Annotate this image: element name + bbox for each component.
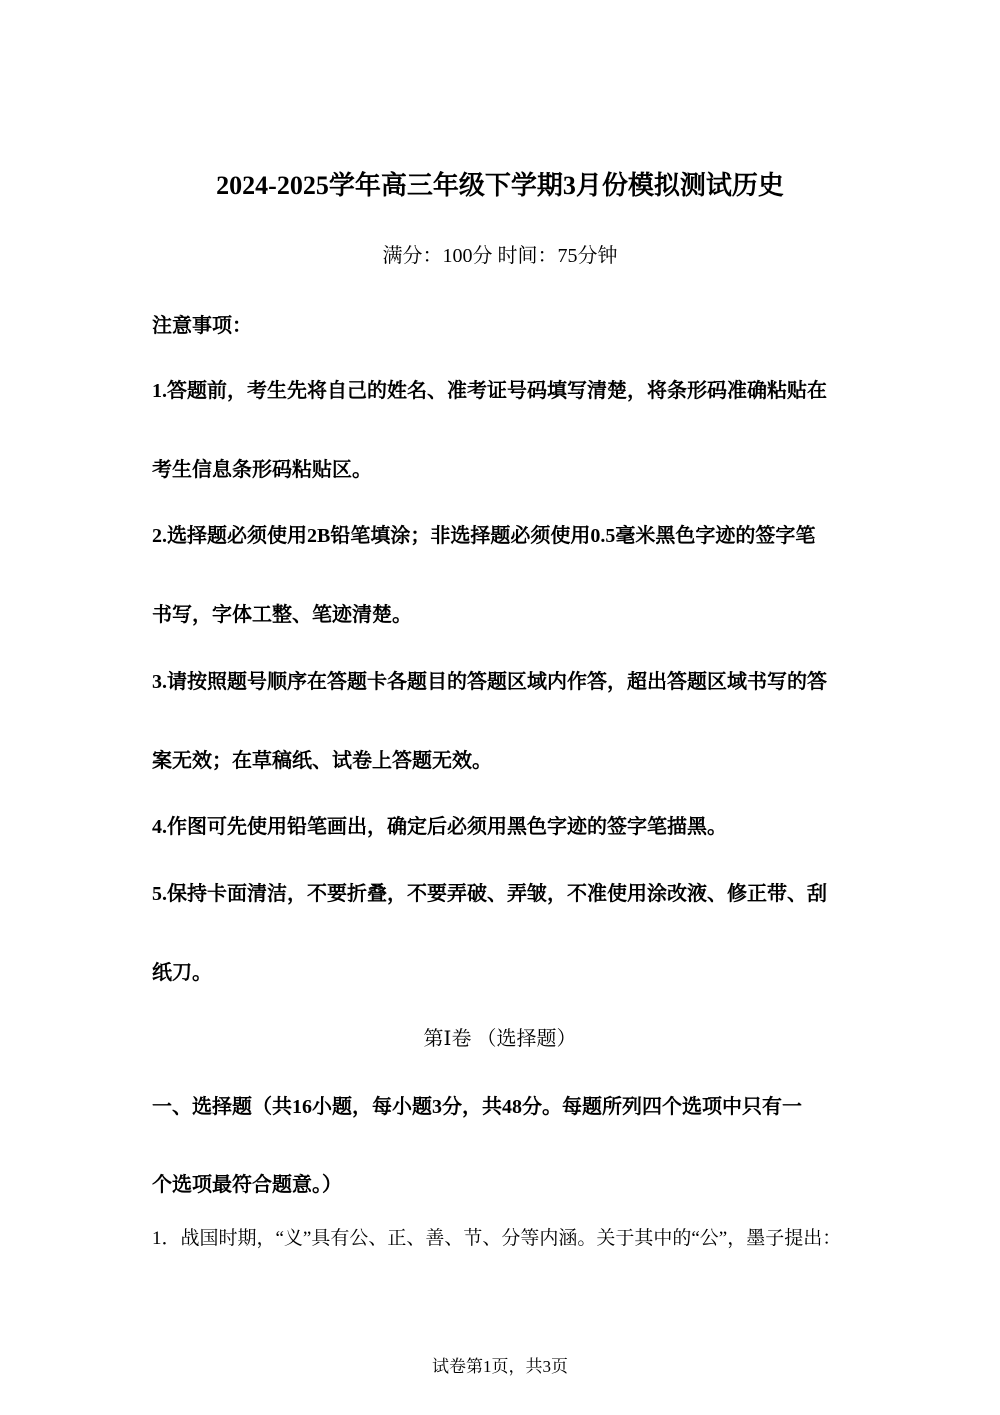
section-1-heading-line-2: 个选项最符合题意。） xyxy=(152,1174,342,1196)
notice-item-3-line-2: 案无效；在草稿纸、试卷上答题无效。 xyxy=(152,750,492,772)
page-footer: 试卷第1页，共3页 xyxy=(432,1357,568,1376)
notice-item-1-line-1: 1.答题前，考生先将自己的姓名、准考证号码填写清楚，将条形码准确粘贴在 xyxy=(152,380,827,402)
notice-item-4-line-1: 4.作图可先使用铅笔画出，确定后必须用黑色字迹的签字笔描黑。 xyxy=(152,816,727,838)
notice-item-2-line-2: 书写，字体工整、笔迹清楚。 xyxy=(152,604,412,626)
section-1-heading-line-1: 一、选择题（共16小题，每小题3分，共48分。每题所列四个选项中只有一 xyxy=(152,1096,802,1118)
exam-meta: 满分：100分 时间：75分钟 xyxy=(382,245,618,267)
notice-item-2-line-1: 2.选择题必须使用2B铅笔填涂；非选择题必须使用0.5毫米黑色字迹的签字笔 xyxy=(152,525,816,547)
volume-label: 第Ⅰ卷 （选择题） xyxy=(423,1028,577,1050)
notice-item-1-line-2: 考生信息条形码粘贴区。 xyxy=(152,459,372,481)
question-1-text: 1．战国时期，“义”具有公、正、善、节、分等内涵。关于其中的“公”，墨子提出： xyxy=(152,1228,842,1249)
notice-item-3-line-1: 3.请按照题号顺序在答题卡各题目的答题区域内作答，超出答题区域书写的答 xyxy=(152,671,827,693)
notice-item-5-line-2: 纸刀。 xyxy=(152,962,212,984)
notice-item-5-line-1: 5.保持卡面清洁，不要折叠，不要弄破、弄皱，不准使用涂改液、修正带、刮 xyxy=(152,883,827,905)
page-title: 2024-2025学年高三年级下学期3月份模拟测试历史 xyxy=(216,171,784,200)
notice-heading: 注意事项： xyxy=(152,315,252,337)
